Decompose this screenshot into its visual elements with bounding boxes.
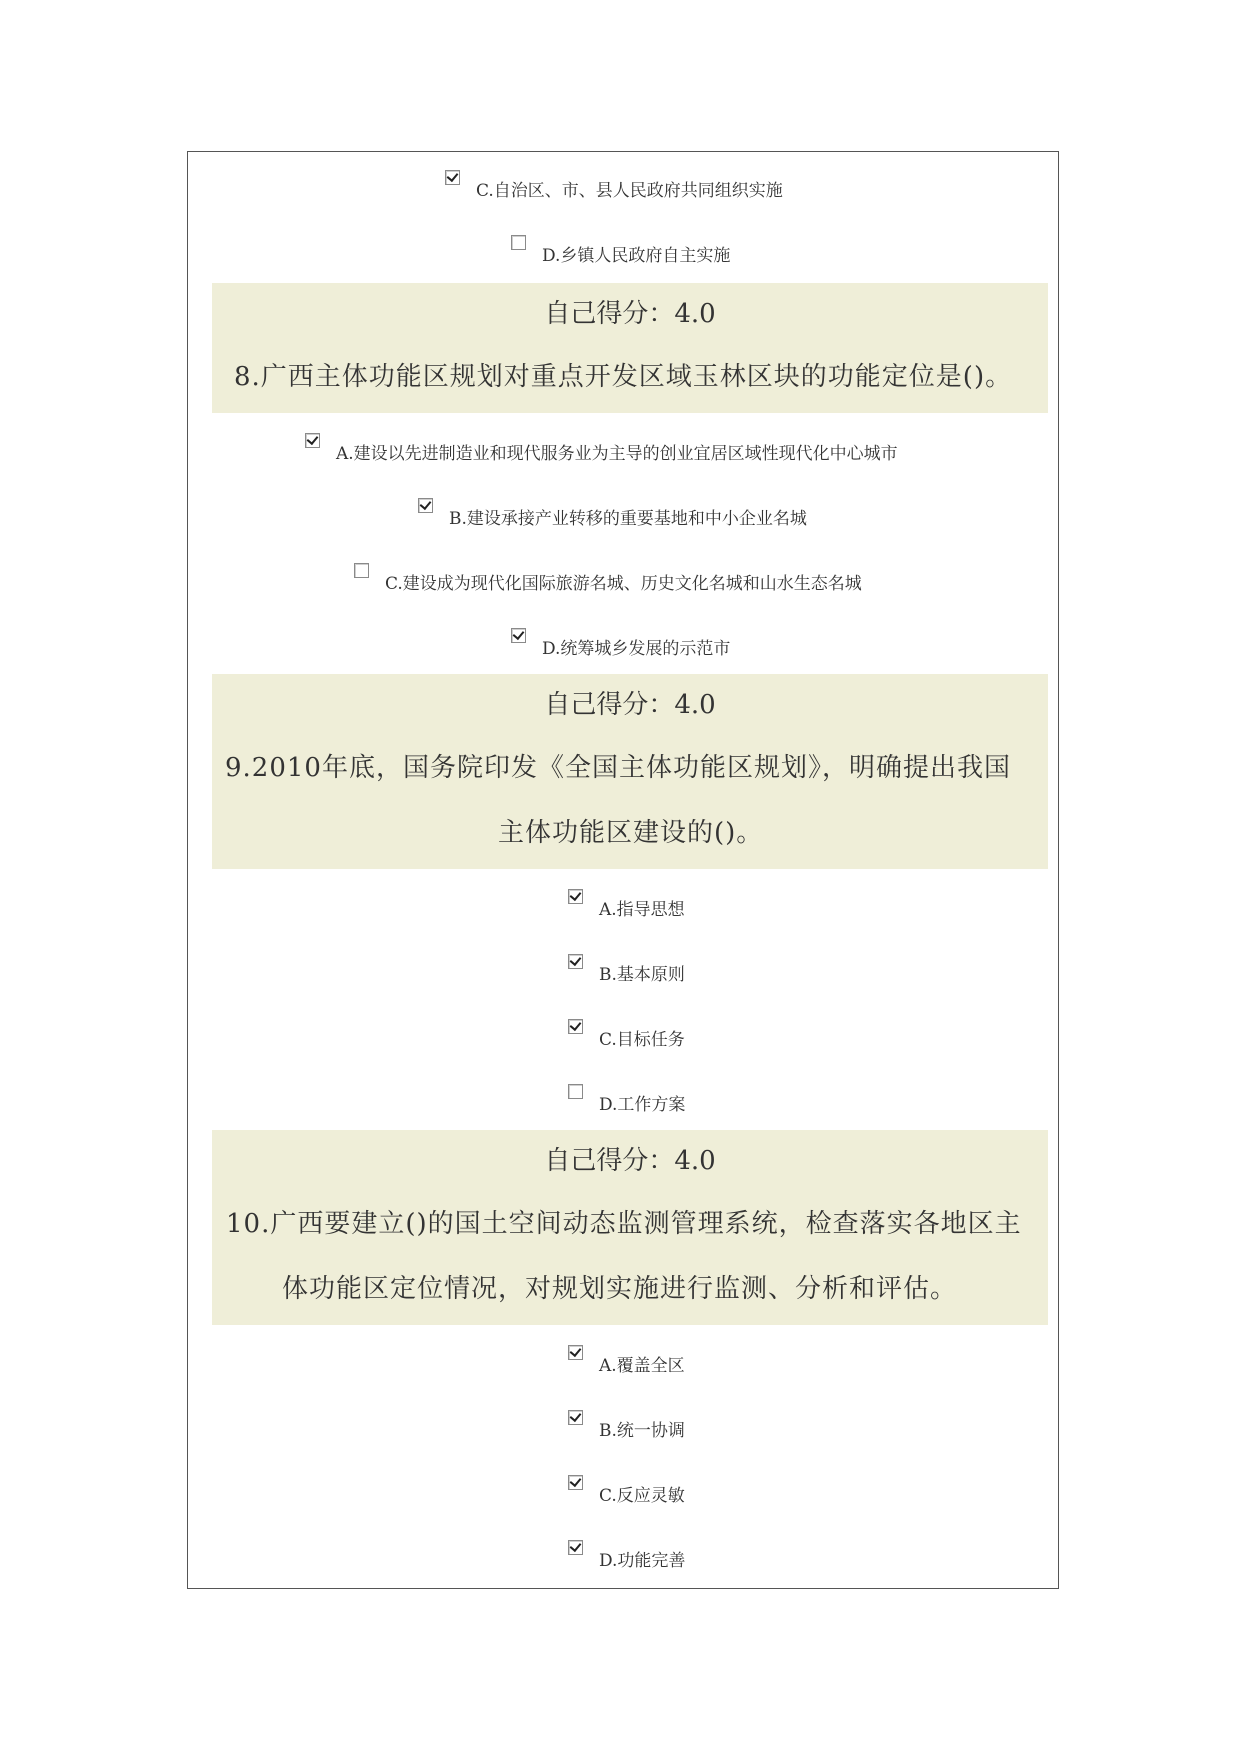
option-label: B.统一协调: [599, 1421, 685, 1441]
checkbox[interactable]: [568, 1019, 583, 1034]
q10-option-b[interactable]: [568, 1411, 685, 1442]
checkbox[interactable]: [568, 1475, 583, 1490]
question-band-10: [212, 1130, 1048, 1325]
option-label: D.工作方案: [599, 1095, 686, 1115]
checkbox[interactable]: [568, 1540, 583, 1555]
checkbox[interactable]: [568, 954, 583, 969]
q10-option-a[interactable]: [568, 1346, 685, 1377]
option-label: A.指导思想: [599, 900, 685, 920]
score-text: 自己得分：4.0: [544, 690, 716, 720]
option-label: D.功能完善: [599, 1551, 686, 1571]
option-label: D.乡镇人民政府自主实施: [542, 246, 731, 266]
q9-option-c[interactable]: [568, 1020, 685, 1051]
checkbox[interactable]: [354, 563, 369, 578]
option-label: C.自治区、市、县人民政府共同组织实施: [476, 181, 783, 201]
option-label: D.统筹城乡发展的示范市: [542, 639, 731, 659]
q10-option-c[interactable]: [568, 1476, 685, 1507]
question-text-line2: 体功能区定位情况，对规划实施进行监测、分析和评估。: [282, 1274, 958, 1304]
q8-option-c[interactable]: [354, 564, 862, 595]
q9-option-b[interactable]: [568, 955, 685, 986]
q7-option-c[interactable]: [445, 171, 783, 202]
q8-option-b[interactable]: [418, 499, 807, 530]
option-label: B.基本原则: [599, 965, 685, 985]
score-text: 自己得分：4.0: [544, 1146, 716, 1176]
q7-option-d[interactable]: [511, 236, 730, 267]
q8-option-a[interactable]: [305, 434, 898, 465]
question-band-8: [212, 283, 1048, 413]
option-label: C.目标任务: [599, 1030, 685, 1050]
checkbox[interactable]: [511, 235, 526, 250]
checkbox[interactable]: [511, 628, 526, 643]
option-label: B.建设承接产业转移的重要基地和中小企业名城: [449, 509, 807, 529]
checkbox[interactable]: [305, 433, 320, 448]
option-label: C.建设成为现代化国际旅游名城、历史文化名城和山水生态名城: [385, 574, 862, 594]
question-text-line2: 主体功能区建设的()。: [498, 818, 764, 848]
option-label: C.反应灵敏: [599, 1486, 685, 1506]
checkbox[interactable]: [568, 1345, 583, 1360]
q8-option-d[interactable]: [511, 629, 730, 660]
checkbox[interactable]: [568, 1410, 583, 1425]
option-label: A.覆盖全区: [599, 1356, 685, 1376]
checkbox[interactable]: [568, 889, 583, 904]
checkbox[interactable]: [418, 498, 433, 513]
score-text: 自己得分：4.0: [544, 299, 716, 329]
question-text-line1: 10.广西要建立()的国土空间动态监测管理系统，检查落实各地区主: [226, 1209, 1022, 1239]
q9-option-a[interactable]: [568, 890, 685, 921]
checkbox[interactable]: [568, 1084, 583, 1099]
question-text-line1: 9.2010年底，国务院印发《全国主体功能区规划》，明确提出我国: [225, 753, 1011, 783]
question-text: 8.广西主体功能区规划对重点开发区域玉林区块的功能定位是()。: [234, 362, 1013, 392]
q9-option-d[interactable]: [568, 1085, 685, 1116]
checkbox[interactable]: [445, 170, 460, 185]
quiz-frame: [187, 151, 1059, 1589]
q10-option-d[interactable]: [568, 1541, 685, 1572]
option-label: A.建设以先进制造业和现代服务业为主导的创业宜居区域性现代化中心城市: [336, 444, 898, 464]
question-band-9: [212, 674, 1048, 869]
